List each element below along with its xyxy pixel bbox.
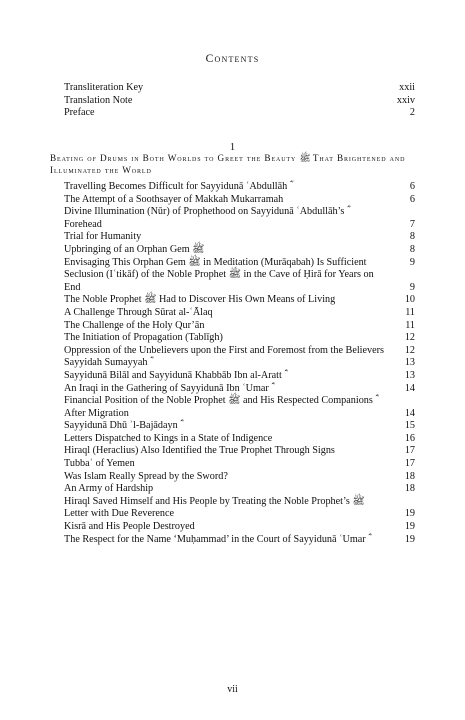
toc-page-number: 9 (409, 256, 415, 268)
toc-entry-title: The Initiation of Propagation (Tablīgh) (64, 332, 223, 344)
toc-entry-title: An Army of Hardship (64, 483, 154, 495)
toc-page-number: 11 (405, 319, 415, 331)
toc-entry-title: Financial Position of the Noble Prophet ﷺ and His Respected Companions ؓ After Migration (64, 395, 376, 419)
toc-entry-title: Tubbaʿ of Yemen (64, 458, 135, 470)
toc-page-number: 6 (409, 181, 415, 192)
toc-page-number: 17 (404, 445, 415, 457)
toc-entry-title: Letters Dispatched to Kings in a State of Indigence (64, 432, 273, 444)
toc-page-number: 13 (404, 357, 415, 369)
toc-row (50, 95, 415, 108)
toc-entry-title: Oppression of the Unbelievers upon the First and Foremost from the Believers (64, 344, 384, 356)
toc-entry-title: Sayyidunā Bilāl and Sayyidunā Khabbāb Ibn al-Aratt ؓ (64, 369, 285, 381)
toc-row (50, 307, 415, 320)
toc-entry-title: Hiraql (Heraclius) Also Identified the True Prophet Through Signs (64, 445, 335, 457)
toc-row (50, 206, 415, 231)
toc-row (50, 181, 415, 194)
toc-row (50, 107, 415, 120)
toc-entry-title: Travelling Becomes Difficult for Sayyidunā ʿAbdullāh ؓ (64, 181, 290, 192)
toc-row (50, 82, 415, 95)
toc-page-number: 2 (409, 107, 415, 119)
toc-entry-title: Seclusion (Iʿtikāf) of the Noble Prophet ﷺ in the Cave of Ḥirā for Years on End (64, 269, 374, 293)
page-number: vii (227, 684, 238, 695)
toc-row (50, 231, 415, 244)
toc-page-number: 9 (409, 281, 415, 293)
toc-page-number: 15 (404, 420, 415, 432)
toc-page-number: 18 (404, 483, 415, 495)
front-matter-list (50, 82, 415, 120)
toc-entry-title: The Attempt of a Soothsayer of Makkah Mukarramah (64, 193, 284, 205)
page-title: Contents (205, 53, 260, 65)
toc-entry-title: The Noble Prophet ﷺ Had to Discover His Own Means of Living (64, 294, 336, 306)
toc-row (50, 433, 415, 446)
toc-page-number: 7 (409, 218, 415, 230)
toc-row (50, 370, 415, 383)
toc-row (50, 269, 415, 294)
toc-row (50, 294, 415, 307)
toc-row (50, 471, 415, 484)
toc-page-number: 10 (404, 294, 415, 306)
toc-page-number: 17 (404, 458, 415, 470)
toc-row (50, 521, 415, 534)
toc-page-number: 14 (404, 407, 415, 419)
toc-page-number: 12 (404, 344, 415, 356)
toc-page-number: 16 (404, 432, 415, 444)
toc-row (50, 534, 415, 547)
toc-page-number: 12 (404, 332, 415, 344)
toc-entry-title: The Challenge of the Holy Qur’ān (64, 319, 205, 331)
toc-row (50, 320, 415, 333)
toc-row (50, 395, 415, 420)
toc-entry-title: Sayyidah Sumayyah ؓ (64, 357, 151, 369)
toc-page-number: 8 (409, 243, 415, 255)
toc-row (50, 194, 415, 207)
toc-entry-title: Transliteration Key (64, 82, 144, 93)
toc-row (50, 496, 415, 521)
chapter-entries-list (50, 181, 415, 546)
toc-page-number: 13 (404, 369, 415, 381)
toc-row (50, 458, 415, 471)
toc-row (50, 383, 415, 396)
toc-page-number: 19 (404, 521, 415, 533)
toc-row (50, 483, 415, 496)
toc-entry-title: Envisaging This Orphan Gem ﷺ in Meditation (Murāqabah) Is Sufficient (64, 256, 367, 268)
toc-page-number: 6 (409, 193, 415, 205)
toc-row (50, 420, 415, 433)
toc-page-number: 11 (405, 306, 415, 318)
toc-page-number: 14 (404, 382, 415, 394)
toc-entry-title: Translation Note (64, 94, 133, 106)
toc-page-number: 8 (409, 231, 415, 243)
toc-row (50, 357, 415, 370)
toc-entry-title: A Challenge Through Sūrat al-ʿĀlaq (64, 306, 213, 318)
toc-entry-title: Kisrā and His People Destroyed (64, 521, 195, 533)
toc-page-number: xxiv (396, 94, 415, 106)
toc-page-number: 19 (404, 508, 415, 520)
toc-page-number: 18 (404, 470, 415, 482)
toc-entry-title: Was Islam Really Spread by the Sword? (64, 470, 228, 482)
toc-row (50, 332, 415, 345)
toc-page-number: 19 (404, 533, 415, 545)
toc-entry-title: Trial for Humanity (64, 231, 142, 243)
toc-page-number: xxii (399, 82, 415, 93)
toc-entry-title: Preface (64, 107, 95, 119)
toc-row (50, 345, 415, 358)
toc-entry-title: An Iraqi in the Gathering of Sayyidunā Ibn ʿUmar ؓ (64, 382, 272, 394)
toc-row (50, 257, 415, 270)
toc-entry-title: Upbringing of an Orphan Gem ﷺ (64, 243, 205, 255)
chapter-title: Beating of Drums in Both Worlds to Greet the Beauty ﷺ That Brightened and Illuminated the World (50, 153, 406, 175)
toc-entry-title: Sayyidunā Dhū ʾl-Bajādayn ؓ (64, 420, 181, 432)
toc-row (50, 445, 415, 458)
toc-entry-title: Divine Illumination (Nūr) of Prophethood on Sayyidunā ʿAbdullāh’s ؓ Forehead (64, 206, 347, 230)
chapter-number: 1 (229, 142, 236, 153)
toc-entry-title: Hiraql Saved Himself and His People by Treating the Noble Prophet’s ﷺ Letter with Due Reverence (64, 495, 365, 520)
toc-row (50, 244, 415, 257)
toc-entry-title: The Respect for the Name ‘Muḥammad’ in the Court of Sayyidunā ʿUmar ؓ (64, 533, 369, 545)
